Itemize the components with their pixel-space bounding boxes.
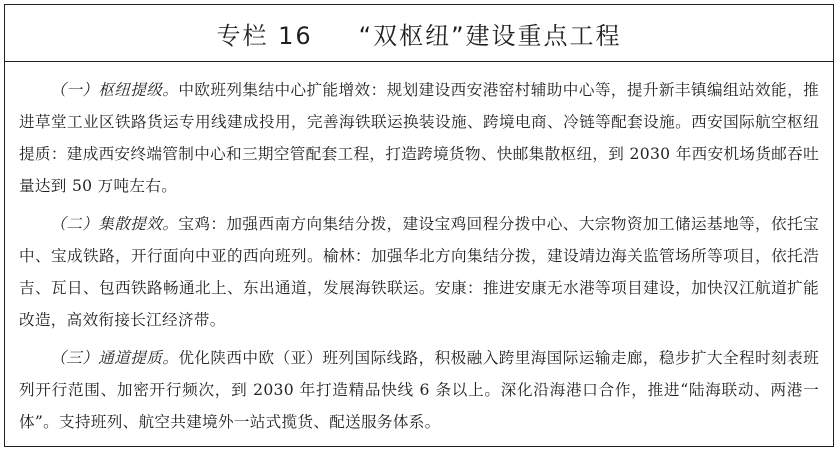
box-body — [5, 62, 833, 438]
box-title — [5, 5, 833, 62]
feature-box — [4, 4, 834, 447]
paragraph-lead: （二）集散提效。 — [50, 215, 179, 233]
paragraph-corridor — [19, 342, 819, 438]
paragraph-hub-upgrade — [19, 74, 819, 202]
paragraph-lead: （一）枢纽提级。 — [50, 81, 179, 99]
box-title-prefix: 专栏 16 — [216, 21, 313, 50]
paragraph-text: 宝鸡：加强西南方向集结分拨，建设宝鸡回程分拨中心、大宗物资加工储运基地等，依托宝中、宝成铁路，开行面向中亚的西向班列。榆林：加强华北方向集结分拨，建设靖边海关监管场所等项目，依托浩吉、瓦日、包西铁路畅通北上、东出通道，发展海铁联运。安康：推进安康无水港等项目建设，加快汉江航道扩能改造，高效衔接长江经济带。 — [19, 215, 819, 329]
paragraph-text: 中欧班列集结中心扩能增效：规划建设西安港窑村辅助中心等，提升新丰镇编组站效能，推进草堂工业区铁路货运专用线建成投用，完善海铁联运换装设施、跨境电商、冷链等配套设施。西安国际航空枢纽提质：建成西安终端管制中心和三期空管配套工程，打造跨境货物、快邮集散枢纽，到 2030 年西安机场货邮吞吐量达到 50 万吨左右。 — [19, 81, 819, 195]
paragraph-distribution — [19, 208, 819, 336]
paragraph-lead: （三）通道提质。 — [50, 349, 179, 367]
box-title-text: “双枢纽”建设重点工程 — [358, 21, 622, 50]
paragraph-text: 优化陕西中欧（亚）班列国际线路，积极融入跨里海国际运输走廊，稳步扩大全程时刻表班列开行范围、加密开行频次，到 2030 年打造精品快线 6 条以上。深化沿海港口合作，推进“陆海联动、两港一体”。支持班列、航空共建境外一站式揽货、配送服务体系。 — [19, 349, 819, 431]
